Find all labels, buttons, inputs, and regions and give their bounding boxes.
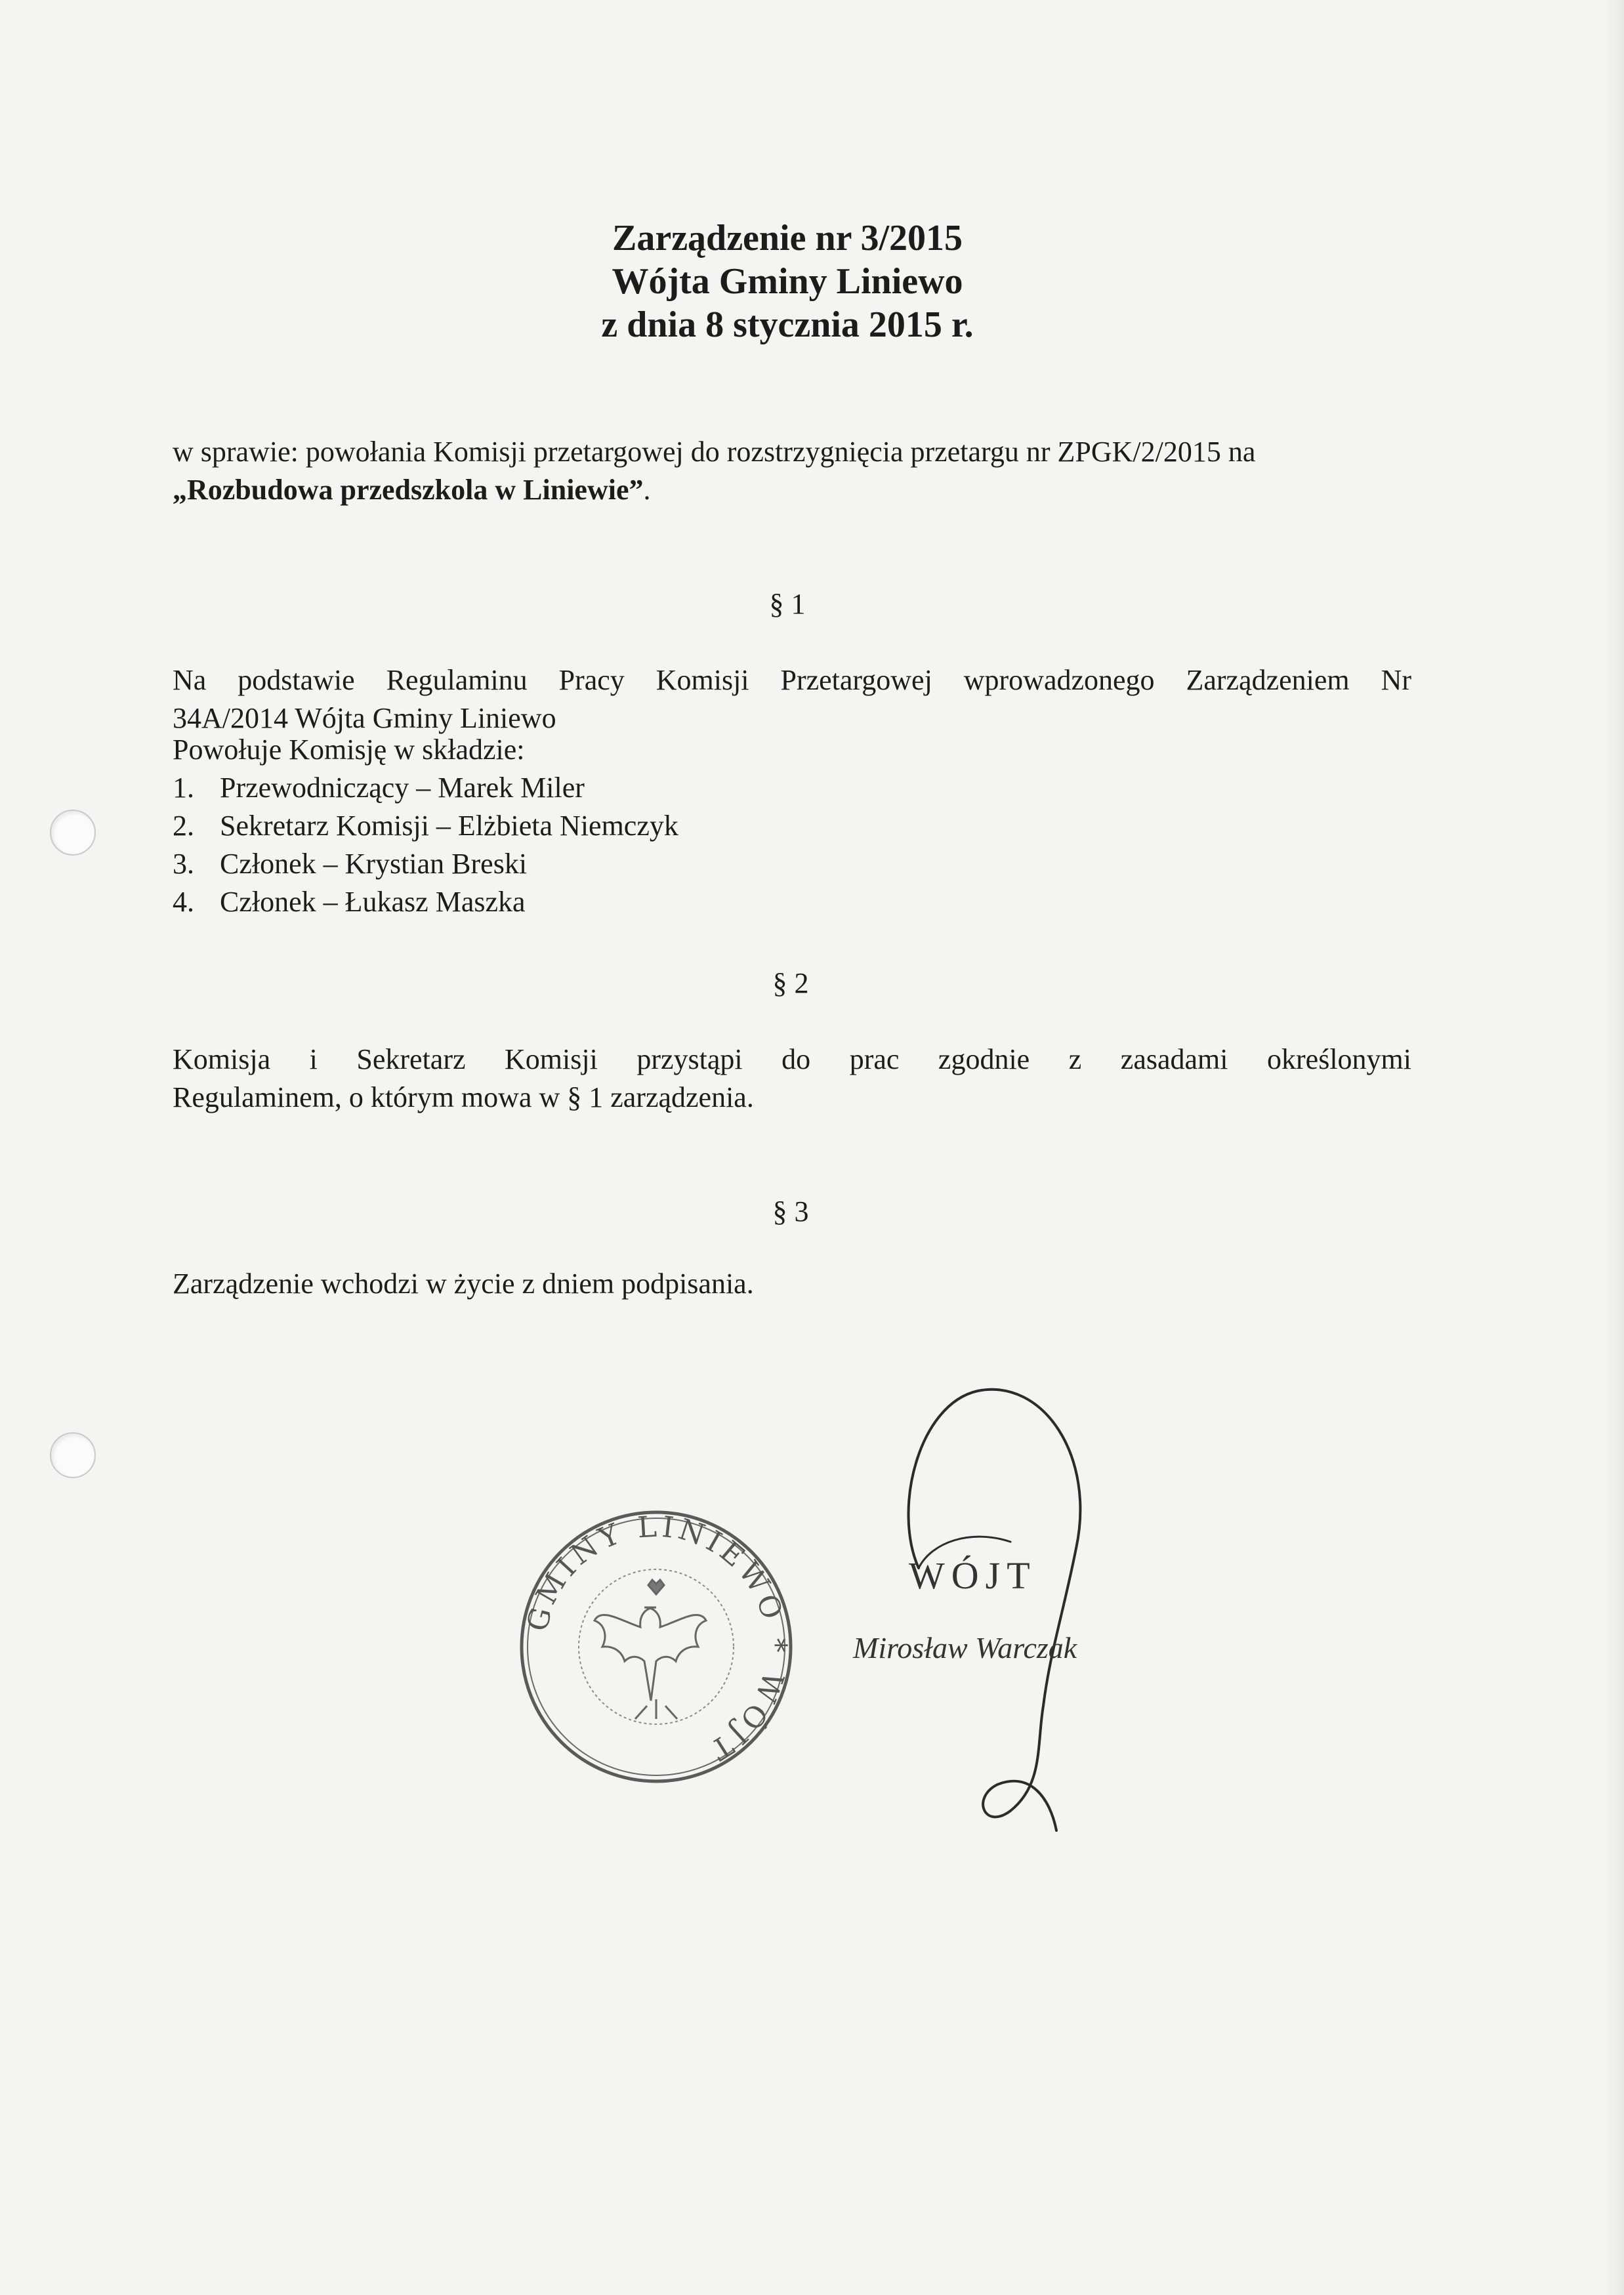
committee-members-list (173, 769, 678, 921)
subject-line-2 (173, 471, 650, 509)
handwritten-signature (879, 1378, 1129, 1837)
punch-hole-bottom (50, 1432, 96, 1478)
subject-line-1: w sprawie: powołania Komisji przetargowej do rozstrzygnięcia przetargu nr ZPGK/2/2015 na (173, 436, 1256, 468)
section-1-heading: § 1 (769, 588, 806, 620)
section-2-line-1: Komisja i Sekretarz Komisji przystąpi do prac zgodnie z zasadami określonymi (173, 1043, 1411, 1075)
signature-title: WÓJT (909, 1554, 1037, 1597)
section-3-heading: § 3 (772, 1195, 809, 1228)
signature-name: Mirosław Warczak (853, 1631, 1077, 1664)
official-stamp (518, 1509, 794, 1785)
section-1-line-3: Powołuje Komisję w składzie: (173, 734, 525, 766)
section-1-line-1: Na podstawie Regulaminu Pracy Komisji Przetargowej wprowadzonego Zarządzeniem Nr (173, 664, 1411, 696)
section-3-line-1: Zarządzenie wchodzi w życie z dniem podpisania. (173, 1268, 754, 1300)
eagle-emblem-icon (594, 1580, 706, 1719)
section-2-heading: § 2 (772, 967, 809, 999)
scan-shadow (1604, 0, 1624, 2295)
title-line-1: Zarządzenie nr 3/2015 (612, 218, 963, 258)
list-item: 2. Sekretarz Komisji – Elżbieta Niemczyk (173, 810, 678, 842)
section-2-line-2: Regulaminem, o którym mowa w § 1 zarządzenia. (173, 1081, 754, 1113)
list-item: 4. Członek – Łukasz Maszka (173, 886, 526, 918)
list-item: 1. Przewodniczący – Marek Miler (173, 772, 585, 804)
document-title (0, 217, 1575, 346)
list-item: 3. Członek – Krystian Breski (173, 848, 528, 880)
stamp-text: GMINY LINIEWO * WÓJT (520, 1510, 793, 1769)
title-line-2: Wójta Gminy Liniewo (612, 261, 963, 302)
punch-hole-top (50, 810, 96, 856)
section-1-line-2: 34A/2014 Wójta Gminy Liniewo (173, 702, 556, 734)
subject-tail: . (643, 474, 651, 506)
subject-title: „Rozbudowa przedszkola w Liniewie” (173, 474, 644, 506)
title-line-3: z dnia 8 stycznia 2015 r. (601, 304, 974, 345)
